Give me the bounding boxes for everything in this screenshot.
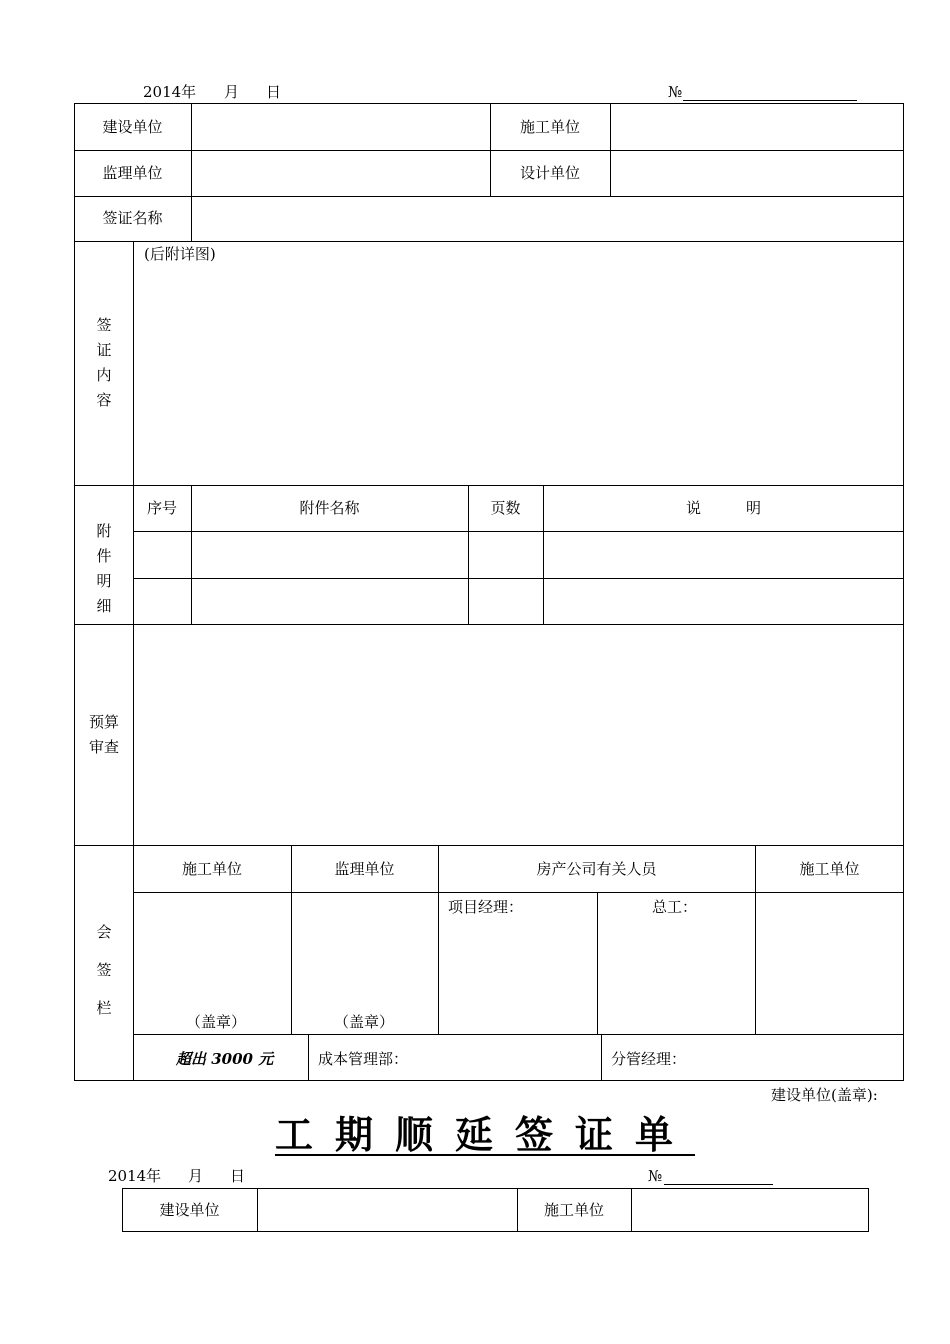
form2-title: 工期顺延签证单: [274, 1112, 695, 1157]
branch-manager-label: 分管经理：: [611, 1050, 687, 1068]
form2-date-day: 日: [230, 1167, 246, 1185]
countersign-label: 会签栏: [96, 923, 112, 1017]
visa-name-label: 签证名称: [102, 209, 163, 227]
attachments-label: 附件明细: [96, 522, 112, 615]
cs-col-contractor: 施工单位: [181, 860, 242, 878]
design-unit-label: 设计单位: [519, 164, 580, 182]
form2-construction-unit-label: 建设单位: [159, 1201, 220, 1219]
col-description: 说 明: [685, 499, 761, 517]
form2-number-label: №: [648, 1167, 663, 1185]
budget-review-label: 预算审查: [88, 713, 119, 756]
date-month: 月: [224, 83, 240, 101]
number-underline: [683, 100, 857, 101]
over-limit-label: 超出 3000 元: [176, 1050, 274, 1068]
visa-content-note: (后附详图): [144, 245, 216, 263]
project-manager-label: 项目经理：: [448, 898, 524, 916]
col-attachment-name: 附件名称: [299, 499, 360, 517]
seal-supervision: （盖章）: [334, 1013, 395, 1031]
seal-contractor: （盖章）: [186, 1013, 247, 1031]
col-pages: 页数: [490, 499, 521, 517]
cost-dept-label: 成本管理部：: [318, 1050, 409, 1068]
supervision-unit-label: 监理单位: [102, 164, 163, 182]
number-label: №: [668, 83, 683, 101]
form2-date-year: 2014年: [108, 1167, 162, 1185]
construction-unit-label: 建设单位: [102, 118, 163, 136]
cs-col-contractor-2: 施工单位: [799, 860, 860, 878]
visa-content-label: 签证内容: [96, 316, 112, 409]
contractor-unit-label: 施工单位: [519, 118, 580, 136]
footer-seal: 建设单位(盖章):: [771, 1086, 878, 1104]
col-serial: 序号: [146, 499, 177, 517]
date-day: 日: [266, 83, 282, 101]
date-year: 2014年: [143, 83, 197, 101]
cs-col-real-estate: 房产公司有关人员: [536, 860, 657, 878]
form2-date-month: 月: [188, 1167, 204, 1185]
cs-col-supervision: 监理单位: [334, 860, 395, 878]
chief-engineer-label: 总工：: [652, 898, 698, 916]
form2-contractor-unit-label: 施工单位: [543, 1201, 604, 1219]
form2-number-underline: [664, 1184, 773, 1185]
